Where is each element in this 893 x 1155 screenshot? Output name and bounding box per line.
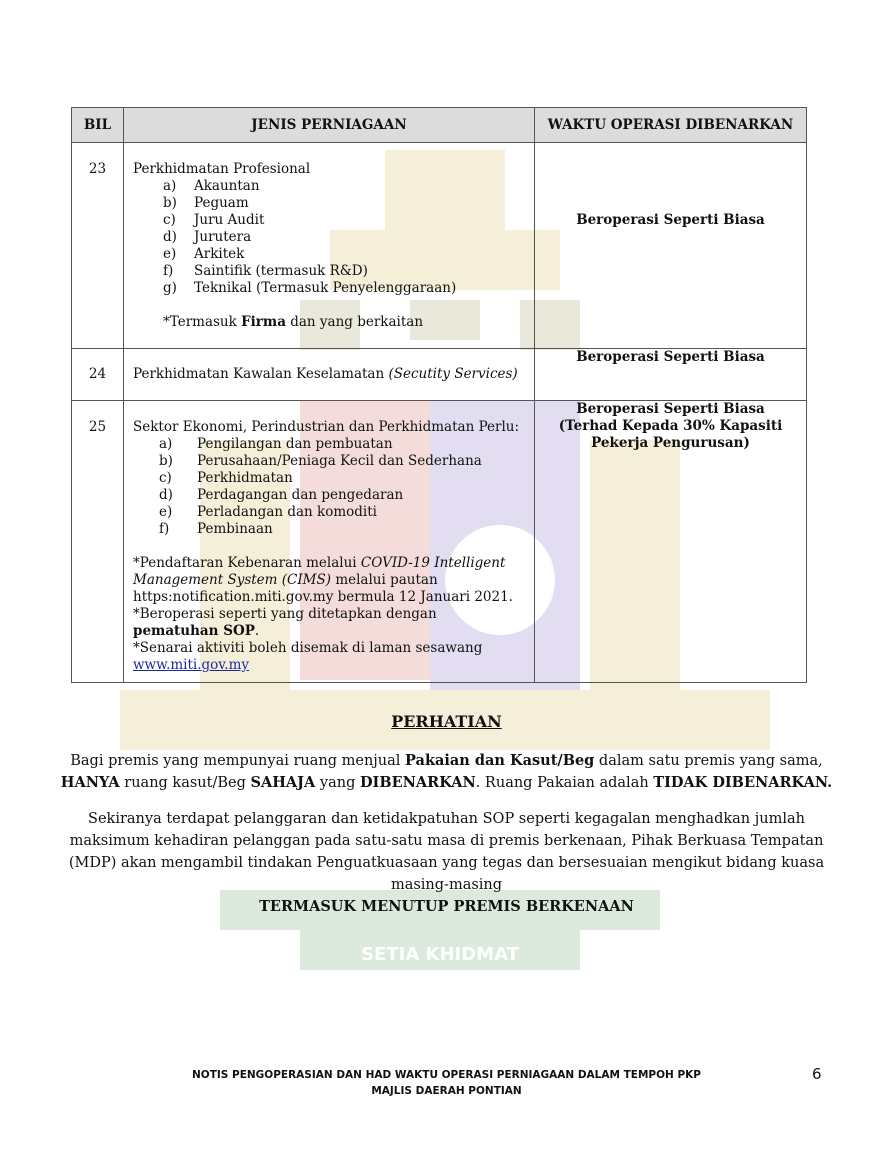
- business-type: [124, 143, 535, 349]
- row-number: 25: [72, 401, 124, 683]
- header-bil: BIL: [72, 108, 124, 143]
- list-item: a) Pengilangan dan pembuatan: [159, 436, 393, 452]
- list-item: a) Akauntan: [163, 178, 260, 194]
- row-number: 24: [72, 349, 124, 401]
- perhatian-paragraph-1: Bagi premis yang mempunyai ruang menjual Pakaian dan Kasut/Beg dalam satu premis yang sama, HANYA ruang kasut/Beg SAHAJA yang DIBENARKAN. Ruang Pakaian adalah TIDAK DIBENARKAN.: [60, 752, 833, 791]
- list-item: c) Juru Audit: [163, 212, 265, 228]
- list-item: e) Perladangan dan komoditi: [159, 504, 377, 520]
- operating-hours: Beroperasi Seperti Biasa (Terhad Kepada 30% Kapasiti Pekerja Pengurusan): [535, 401, 807, 683]
- activity-note: *Senarai aktiviti boleh disemak di laman sesawang: [133, 640, 483, 656]
- perhatian-paragraph-2: Sekiranya terdapat pelanggaran dan ketidakpatuhan SOP seperti kegagalan menghadkan jumlah maksimum kehadiran pelanggan pada satu-satu masa di premis berkenaan, Pihak Berkuasa Tempatan (MDP) akan mengambil tindakan Penguatkuasaan yang tegas dan bersesuaian mengikut bidang kuasa masing-masing TERMASUK MENUTUP PREMIS BERKENAAN: [68, 811, 825, 915]
- row-number: 23: [72, 143, 124, 349]
- page-number: 6: [812, 1065, 822, 1083]
- table-row-24: [72, 349, 807, 401]
- list-item: b) Perusahaan/Peniaga Kecil dan Sederhana: [159, 453, 482, 469]
- table-header-row: [72, 108, 807, 143]
- business-hours-table: [71, 107, 807, 683]
- perhatian-heading: PERHATIAN: [391, 712, 502, 731]
- business-type: [124, 401, 535, 683]
- ribbon-text: SETIA KHIDMAT: [361, 944, 519, 965]
- list-item: d) Perdagangan dan pengedaran: [159, 487, 404, 503]
- row-title: Sektor Ekonomi, Perindustrian dan Perkhidmatan Perlu:: [133, 419, 520, 435]
- list-item: f) Pembinaan: [159, 521, 273, 537]
- item-list: [163, 178, 526, 297]
- table-row-25: [72, 401, 807, 683]
- list-item: b) Peguam: [163, 195, 249, 211]
- header-jenis: JENIS PERNIAGAAN: [124, 108, 535, 143]
- miti-website-link[interactable]: www.miti.gov.my: [133, 657, 250, 673]
- row-title: Perkhidmatan Profesional: [133, 161, 311, 177]
- list-item: d) Jurutera: [163, 229, 252, 245]
- footer-council: MAJLIS DAERAH PONTIAN: [371, 1085, 522, 1097]
- footer-title: NOTIS PENGOPERASIAN DAN HAD WAKTU OPERASI PERNIAGAAN DALAM TEMPOH PKP: [192, 1069, 701, 1081]
- item-list: [159, 436, 526, 538]
- operating-hours: Beroperasi Seperti Biasa: [535, 349, 807, 401]
- list-item: g) Teknikal (Termasuk Penyelenggaraan): [163, 280, 457, 296]
- row-note: *Termasuk Firma dan yang berkaitan: [163, 314, 424, 330]
- row-notes: [133, 555, 526, 674]
- header-waktu: WAKTU OPERASI DIBENARKAN: [535, 108, 807, 143]
- list-item: f) Saintifik (termasuk R&D): [163, 263, 368, 279]
- page-footer: [150, 1067, 743, 1099]
- operating-hours: Beroperasi Seperti Biasa: [535, 143, 807, 349]
- sop-note: *Beroperasi seperti yang ditetapkan dengan pematuhan SOP.: [133, 606, 437, 639]
- list-item: c) Perkhidmatan: [159, 470, 293, 486]
- table-row-23: [72, 143, 807, 349]
- business-type: Perkhidmatan Kawalan Keselamatan (Secutity Services): [124, 349, 535, 401]
- list-item: e) Arkitek: [163, 246, 245, 262]
- cims-note: *Pendaftaran Kebenaran melalui COVID-19 Intelligent Management System (CIMS) melalui pautan https:notification.miti.gov.my bermula 12 Januari 2021.: [133, 555, 513, 605]
